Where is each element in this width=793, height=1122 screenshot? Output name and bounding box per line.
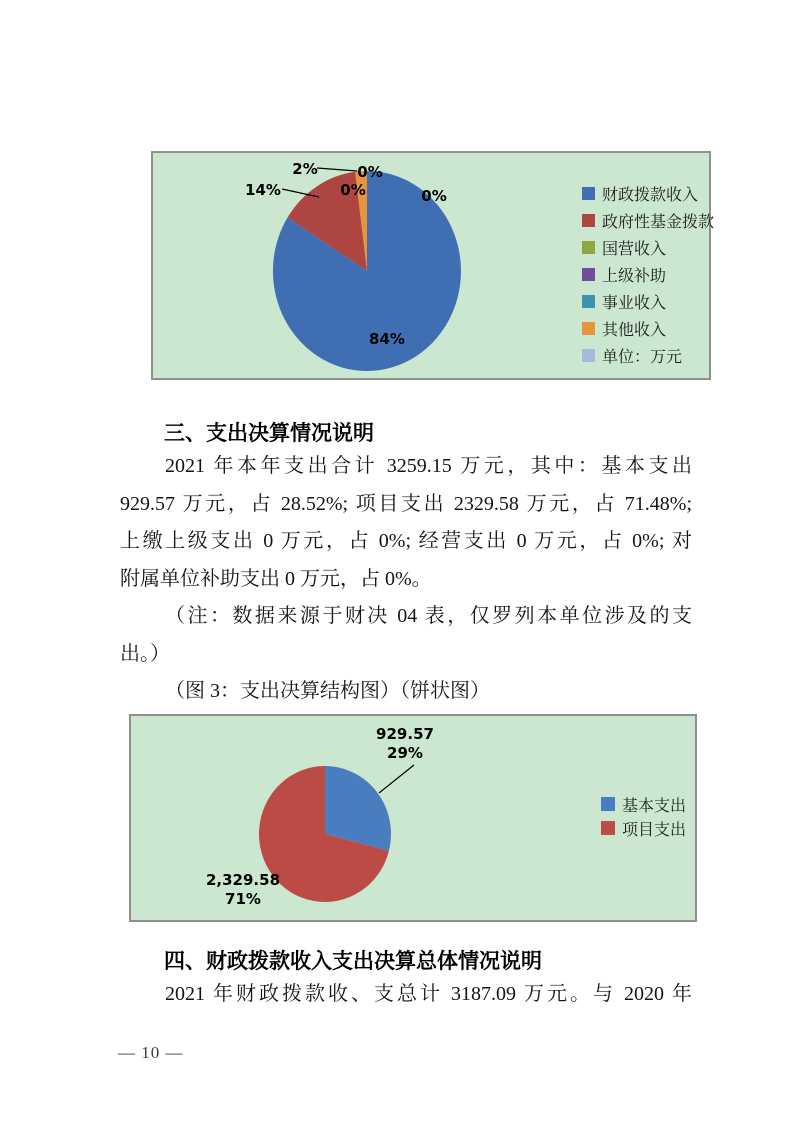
section-3-heading: 三、支出决算情况说明	[164, 422, 374, 445]
text-line: （注：数据来源于财决 04 表，仅罗列本单位涉及的支	[165, 605, 692, 627]
pie-label-zero-pct-3: 0%	[421, 187, 447, 205]
legend-label: 事业收入	[602, 295, 667, 312]
legend-item-shiyeshouru	[582, 288, 714, 315]
text-line: 上缴上级支出 0 万元，占 0%; 经营支出 0 万元，占 0%; 对	[120, 530, 692, 552]
legend-swatch-periwinkle	[582, 349, 595, 362]
project-expense-value: 2,329.58	[205, 871, 281, 889]
income-chart-legend	[582, 180, 714, 369]
leader-line-2pct	[317, 168, 357, 171]
legend-label: 基本支出	[622, 797, 687, 815]
text-line: （图 3：支出决算结构图）（饼状图）	[165, 680, 490, 702]
text-line: 2021 年财政拨款收、支总计 3187.09 万元。与 2020 年	[165, 983, 692, 1005]
legend-swatch-blue	[601, 797, 615, 811]
expenditure-structure-chart-panel	[129, 714, 697, 922]
legend-label: 单位：万元	[602, 349, 683, 366]
basic-expense-value: 929.57	[376, 725, 434, 743]
legend-swatch-darkred	[582, 214, 595, 227]
page-number: — 10 —	[118, 1043, 184, 1062]
legend-item-qitashouru	[582, 315, 714, 342]
legend-swatch-teal	[582, 295, 595, 308]
section-3-paragraphs	[120, 448, 692, 711]
legend-item-jibenzhichu	[601, 792, 686, 816]
expenditure-chart-legend	[601, 792, 686, 840]
legend-swatch-olive	[582, 241, 595, 254]
legend-item-unit-note	[582, 342, 714, 369]
basic-expense-pct: 29%	[387, 744, 423, 762]
legend-label: 其他收入	[602, 322, 667, 339]
legend-swatch-blue	[582, 187, 595, 200]
text-line: 出。）	[120, 642, 170, 665]
legend-swatch-red	[601, 821, 615, 835]
pie-label-fund-pct: 14%	[245, 181, 281, 199]
legend-label: 上级补助	[602, 268, 667, 285]
legend-label: 项目支出	[622, 821, 687, 839]
legend-swatch-purple	[582, 268, 595, 281]
legend-item-caizhengbokuan	[582, 180, 714, 207]
section-4-heading: 四、财政拨款收入支出决算总体情况说明	[164, 950, 542, 973]
section-4-paragraphs	[120, 976, 692, 1014]
legend-item-xiangmuzhichu	[601, 816, 686, 840]
pie-label-zero-pct-1: 0%	[357, 163, 383, 181]
project-expense-callout	[206, 871, 280, 909]
legend-item-guoyingshouru	[582, 234, 714, 261]
legend-item-shangjibuzhu	[582, 261, 714, 288]
income-structure-chart-panel	[151, 151, 715, 380]
leader-line-basic	[379, 765, 414, 793]
legend-swatch-orange	[582, 322, 595, 335]
legend-label: 财政拨款收入	[602, 187, 699, 204]
text-line: 929.57 万元，占 28.52%; 项目支出 2329.58 万元，占 71.48%;	[120, 492, 692, 515]
project-expense-pct: 71%	[225, 890, 261, 908]
legend-label: 国营收入	[602, 241, 667, 258]
text-line: 2021 年本年支出合计 3259.15 万元，其中：基本支出	[165, 455, 692, 477]
legend-item-zhengfuxingjijin	[582, 207, 714, 234]
pie-label-other-pct: 2%	[292, 160, 318, 178]
pie-label-fiscal-pct: 84%	[369, 330, 405, 348]
legend-label: 政府性基金拨款	[602, 214, 715, 231]
basic-expense-callout	[376, 725, 434, 763]
text-line: 附属单位补助支出 0 万元，占 0%。	[120, 567, 432, 590]
pie-label-zero-pct-2: 0%	[340, 181, 366, 199]
